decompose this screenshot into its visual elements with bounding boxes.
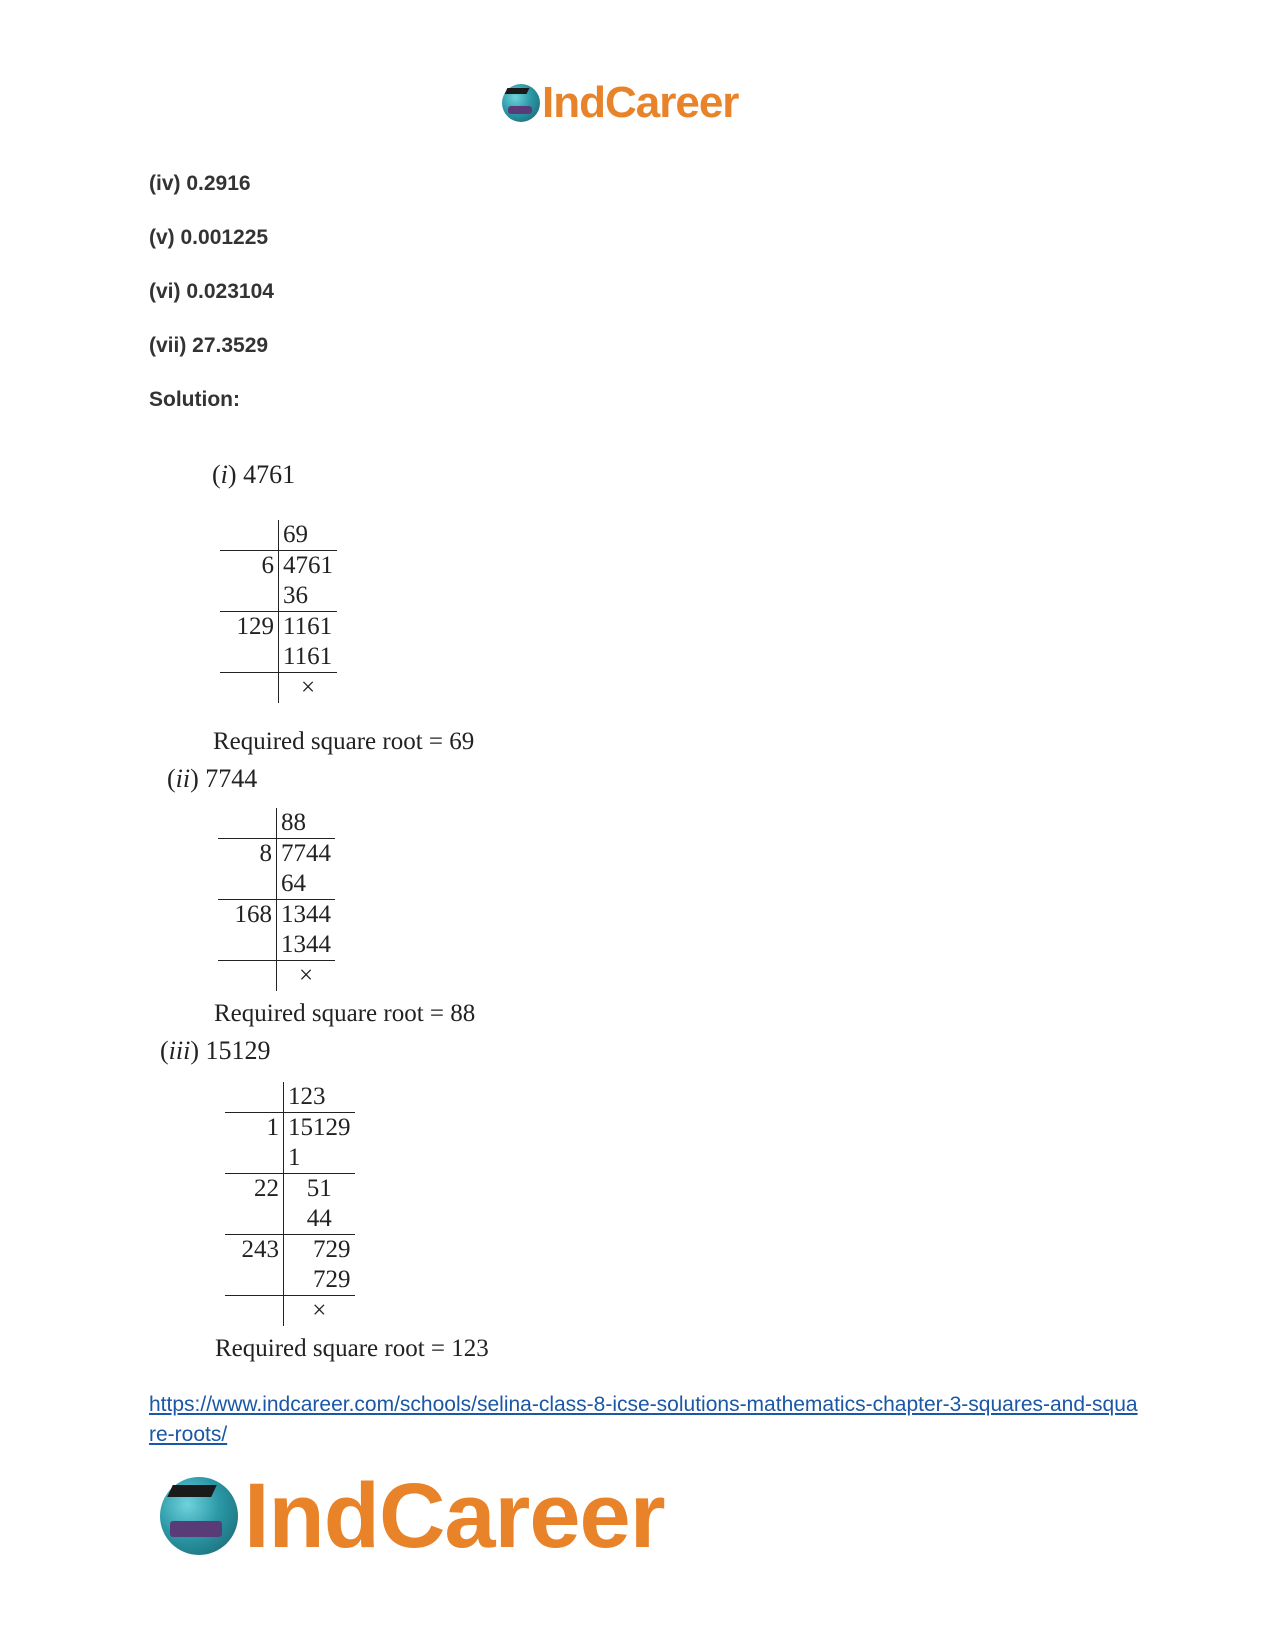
logo-wordmark: IndCareer (542, 78, 739, 127)
divisor-cell (220, 673, 279, 704)
dividend-cell: 1344 (277, 900, 336, 931)
dividend-cell: 44 (306, 1205, 332, 1232)
divisor-cell (220, 642, 279, 673)
part-iii-label: (iii) 15129 (160, 1036, 271, 1065)
divisor-cell: 168 (218, 900, 277, 931)
globe-book-icon (160, 1477, 238, 1555)
divisor-cell: 129 (220, 612, 279, 643)
division-row (218, 869, 335, 900)
divisor-cell (218, 869, 277, 900)
divisor-cell: 22 (225, 1174, 284, 1205)
remainder-cell: × (284, 1296, 355, 1327)
divisor-cell (220, 581, 279, 612)
source-link[interactable]: https://www.indcareer.com/schools/selina-class-8-icse-solutions-mathematics-chapter-3-squares-and-square-roots/ (149, 1393, 1138, 1446)
long-division-iii (225, 1082, 355, 1326)
dividend-cell: 729 (284, 1235, 355, 1266)
long-division-ii (218, 808, 335, 991)
result-i: Required square root = 69 (213, 728, 475, 755)
division-row (220, 642, 337, 673)
division-row (220, 551, 337, 582)
part-i-label: (i) 4761 (212, 460, 296, 489)
division-row (218, 900, 335, 931)
divisor-cell: 1 (225, 1113, 284, 1144)
division-row (225, 1296, 355, 1327)
division-row (225, 1082, 355, 1113)
divisor-cell (225, 1082, 284, 1113)
dividend-cell: 64 (281, 870, 306, 897)
logo-wordmark: IndCareer (244, 1465, 665, 1567)
division-row (218, 961, 335, 992)
dividend-cell: 7744 (277, 839, 336, 870)
dividend-cell: 1344 (281, 931, 331, 958)
indcareer-logo-bottom (160, 1465, 665, 1567)
divisor-cell: 6 (220, 551, 279, 582)
divisor-cell (220, 520, 279, 551)
result-ii: Required square root = 88 (214, 1000, 476, 1027)
long-division-i (220, 520, 337, 703)
division-row (225, 1204, 355, 1235)
question-vi: (vi) 0.023104 (149, 280, 274, 303)
part-number: 15129 (205, 1036, 271, 1065)
divisor-cell: 243 (225, 1235, 284, 1266)
part-number: 7744 (205, 764, 258, 793)
divisor-cell (225, 1296, 284, 1327)
result-iii: Required square root = 123 (215, 1335, 489, 1362)
divisor-cell (225, 1143, 284, 1174)
part-ii-label: (ii) 7744 (167, 764, 258, 793)
dividend-cell: 4761 (279, 551, 338, 582)
divisor-cell: 8 (218, 839, 277, 870)
divisor-cell (218, 961, 277, 992)
division-row (220, 673, 337, 704)
division-row (218, 930, 335, 961)
globe-book-icon (502, 84, 540, 122)
division-row (220, 581, 337, 612)
division-row (225, 1265, 355, 1296)
division-row (220, 612, 337, 643)
division-row (225, 1143, 355, 1174)
dividend-cell: 51 (284, 1174, 355, 1205)
part-roman: ii (175, 764, 191, 793)
dividend-cell: 36 (283, 582, 308, 609)
dividend-cell: 1 (288, 1144, 301, 1171)
remainder-cell: × (277, 961, 336, 992)
division-row (218, 808, 335, 839)
question-vii: (vii) 27.3529 (149, 334, 269, 357)
dividend-cell: 729 (313, 1266, 351, 1293)
dividend-cell: 69 (283, 521, 308, 548)
indcareer-logo-top (502, 80, 738, 126)
dividend-cell: 88 (281, 809, 306, 836)
division-row (220, 520, 337, 551)
solution-label: Solution: (149, 388, 240, 411)
division-row (225, 1174, 355, 1205)
dividend-cell: 15129 (284, 1113, 355, 1144)
divisor-cell (225, 1204, 284, 1235)
question-v: (v) 0.001225 (149, 226, 269, 249)
part-roman: iii (168, 1036, 191, 1065)
divisor-cell (218, 930, 277, 961)
division-row (225, 1113, 355, 1144)
dividend-cell: 1161 (279, 612, 338, 643)
divisor-cell (218, 808, 277, 839)
question-iv: (iv) 0.2916 (149, 172, 251, 195)
division-row (218, 839, 335, 870)
division-row (225, 1235, 355, 1266)
divisor-cell (225, 1265, 284, 1296)
remainder-cell: × (279, 673, 338, 704)
part-number: 4761 (243, 460, 296, 489)
part-roman: i (220, 460, 228, 489)
dividend-cell: 123 (288, 1083, 326, 1110)
dividend-cell: 1161 (283, 643, 333, 670)
